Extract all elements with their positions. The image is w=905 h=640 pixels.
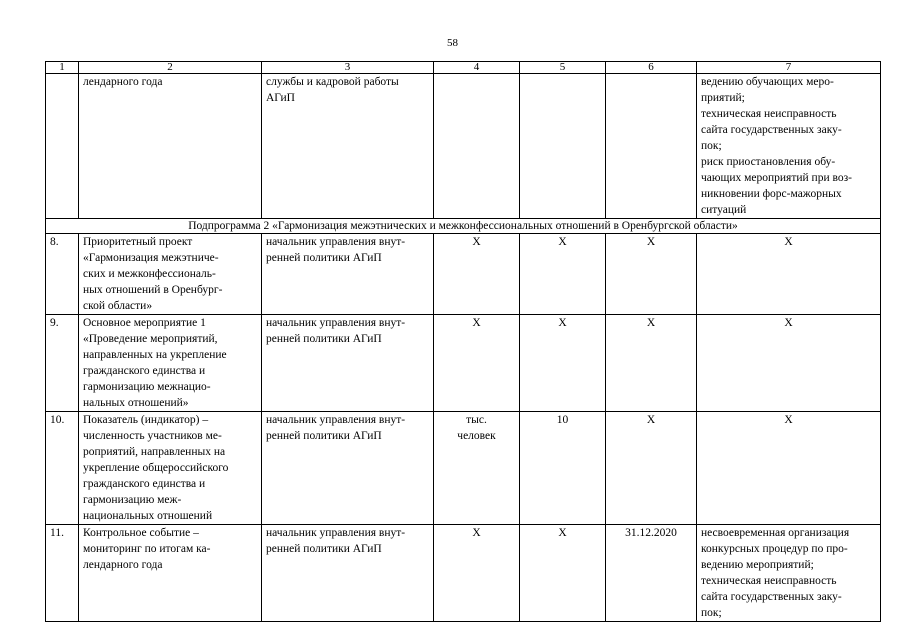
header-row xyxy=(46,62,881,74)
cell-value: X xyxy=(520,315,606,412)
table-row xyxy=(46,412,881,525)
cell-date: X xyxy=(606,315,697,412)
cell-value: X xyxy=(520,234,606,315)
header-cell-1: 1 xyxy=(46,62,79,74)
header-cell-4: 4 xyxy=(434,62,520,74)
header-cell-7: 7 xyxy=(697,62,881,74)
cell-num: 10. xyxy=(46,412,79,525)
cell-unit: X xyxy=(434,315,520,412)
cell-risks: X xyxy=(697,412,881,525)
page-number: 58 xyxy=(447,37,458,49)
table-row xyxy=(46,234,881,315)
cell-name: Приоритетный проект «Гармонизация межэтниче- ских и межконфессиональ- ных отношений в Оренбург- ской области» xyxy=(79,234,262,315)
header-cell-6: 6 xyxy=(606,62,697,74)
cell-responsible: начальник управления внут- ренней политики АГиП xyxy=(262,315,434,412)
cell-responsible: службы и кадровой работы АГиП xyxy=(262,74,434,219)
cell-risks: ведению обучающих меро- приятий; техническая неисправность сайта государственных заку- пок; риск приостановления обу- чающих мероприятий при воз- никновении форс-мажорных ситуаций xyxy=(697,74,881,219)
cell-unit: X xyxy=(434,234,520,315)
cell-num: 9. xyxy=(46,315,79,412)
cell-num: 11. xyxy=(46,525,79,622)
cell-responsible: начальник управления внут- ренней политики АГиП xyxy=(262,412,434,525)
cell-responsible: начальник управления внут- ренней политики АГиП xyxy=(262,234,434,315)
cell-value xyxy=(520,74,606,219)
cell-name: Контрольное событие – мониторинг по итогам ка- лендарного года xyxy=(79,525,262,622)
cell-responsible: начальник управления внут- ренней политики АГиП xyxy=(262,525,434,622)
cell-date xyxy=(606,74,697,219)
cell-risks: X xyxy=(697,234,881,315)
header-cell-5: 5 xyxy=(520,62,606,74)
cell-name: Основное мероприятие 1 «Проведение мероприятий, направленных на укрепление гражданского единства и гармонизацию межнацио- нальных отношений» xyxy=(79,315,262,412)
cell-date: 31.12.2020 xyxy=(606,525,697,622)
cell-unit: X xyxy=(434,525,520,622)
cell-unit: тыс. человек xyxy=(434,412,520,525)
cell-name: лендарного года xyxy=(79,74,262,219)
header-cell-2: 2 xyxy=(79,62,262,74)
table-row xyxy=(46,315,881,412)
cell-value: 10 xyxy=(520,412,606,525)
cell-date: X xyxy=(606,412,697,525)
cell-date: X xyxy=(606,234,697,315)
section-title: Подпрограмма 2 «Гармонизация межэтнических и межконфессиональных отношений в Оренбургской области» xyxy=(46,219,881,234)
cell-num: 8. xyxy=(46,234,79,315)
cell-value: X xyxy=(520,525,606,622)
cell-num xyxy=(46,74,79,219)
section-row xyxy=(46,219,881,234)
cell-name: Показатель (индикатор) – численность участников ме- роприятий, направленных на укрепление общероссийского гражданского единства и гармонизацию меж- национальных отношений xyxy=(79,412,262,525)
table-row xyxy=(46,525,881,622)
cell-risks: X xyxy=(697,315,881,412)
header-cell-3: 3 xyxy=(262,62,434,74)
cell-unit xyxy=(434,74,520,219)
plan-table xyxy=(45,61,881,622)
continuation-row xyxy=(46,74,881,219)
cell-risks: несвоевременная организация конкурсных процедур по про- ведению мероприятий; техническая неисправность сайта государственных заку- пок; xyxy=(697,525,881,622)
